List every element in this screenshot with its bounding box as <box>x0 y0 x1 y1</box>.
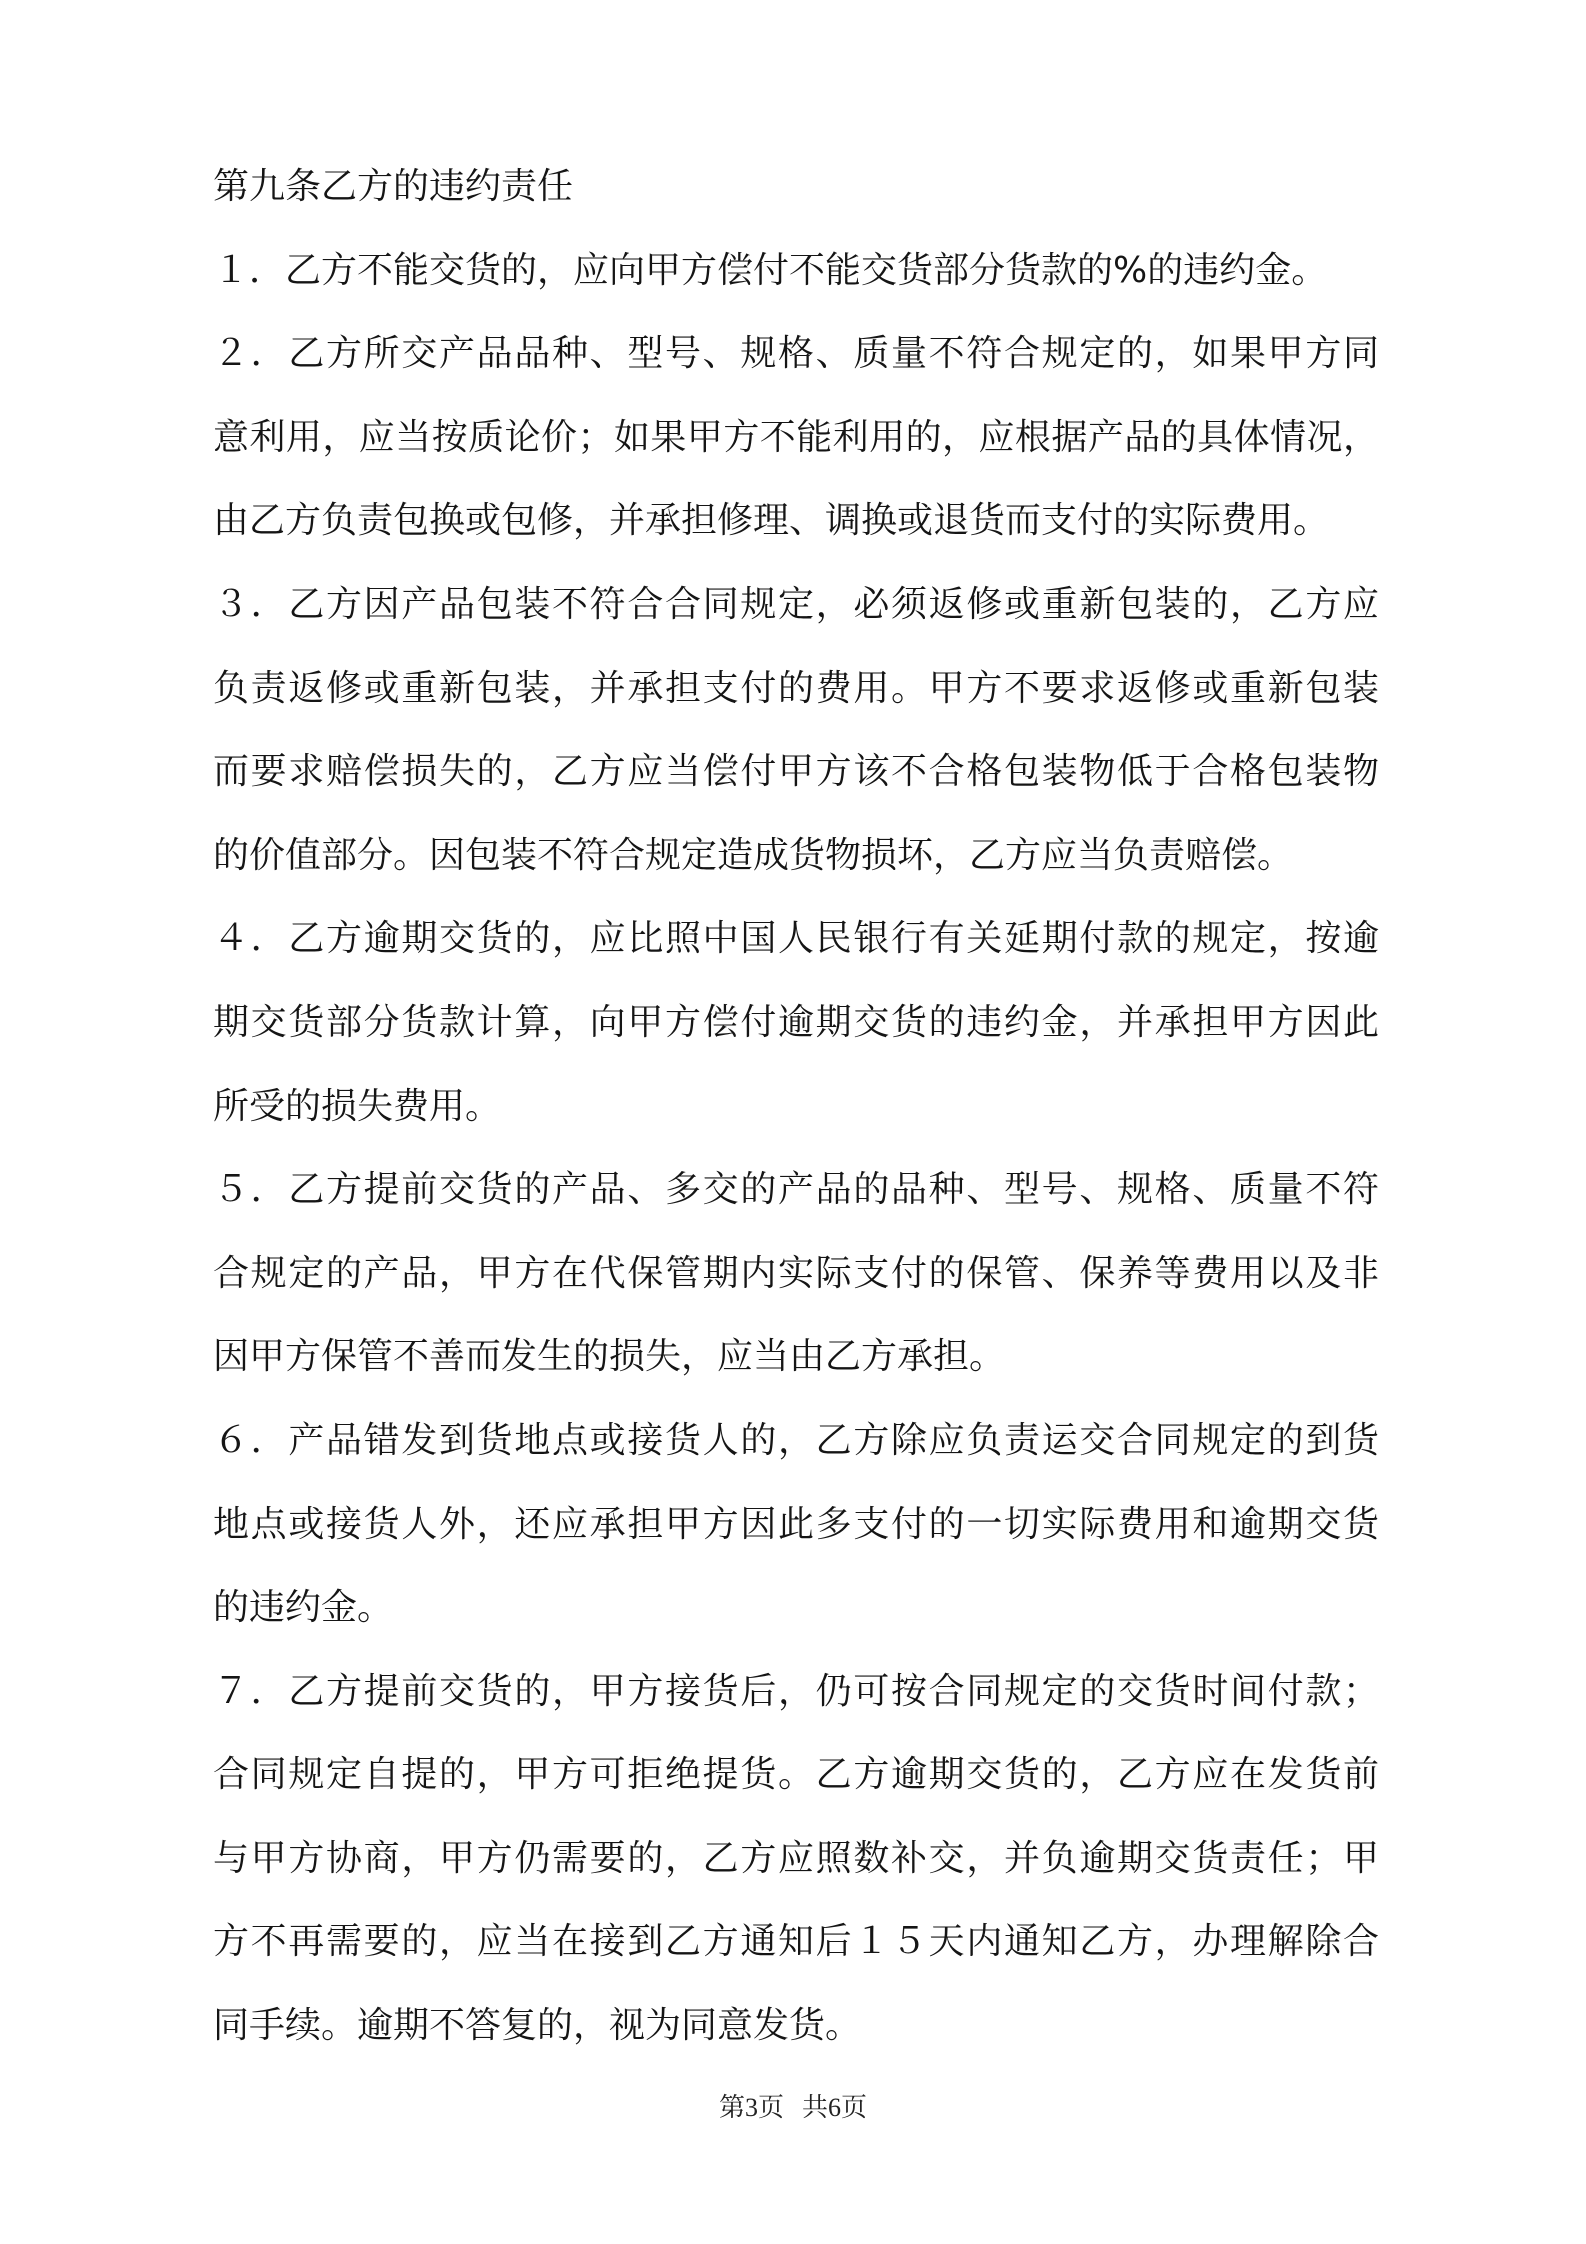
clause-line: 意利用，应当按质论价；如果甲方不能利用的，应根据产品的具体情况， <box>213 416 1379 458</box>
clause-line: 地点或接货人外，还应承担甲方因此多支付的一切实际费用和逾期交货 <box>213 1503 1379 1545</box>
clause-6 <box>213 1399 1379 1650</box>
clause-line: 同手续。逾期不答复的，视为同意发货。 <box>213 2005 862 2047</box>
clause-line: ７．乙方提前交货的，甲方接货后，仍可按合同规定的交货时间付款； <box>213 1670 1379 1712</box>
page-total: 共6页 <box>802 2093 868 2122</box>
clause-line: ２．乙方所交产品品种、型号、规格、质量不符合规定的，如果甲方同 <box>213 333 1379 375</box>
clause-line: 的违约金。 <box>213 1587 394 1629</box>
clause-line: 所受的损失费用。 <box>213 1085 502 1127</box>
clause-line: ５．乙方提前交货的产品、多交的产品的品种、型号、规格、质量不符 <box>213 1169 1379 1211</box>
clause-line: 期交货部分货款计算，向甲方偿付逾期交货的违约金，并承担甲方因此 <box>213 1001 1379 1043</box>
clause-line: 合同规定自提的，甲方可拒绝提货。乙方逾期交货的，乙方应在发货前 <box>213 1754 1379 1796</box>
clause-line: 而要求赔偿损失的，乙方应当偿付甲方该不合格包装物低于合格包装物 <box>213 751 1379 793</box>
clause-2 <box>213 312 1379 563</box>
document-body <box>213 145 1379 2068</box>
clause-5 <box>213 1148 1379 1399</box>
clause-7 <box>213 1650 1379 2068</box>
clause-line: 的价值部分。因包装不符合规定造成货物损坏，乙方应当负责赔偿。 <box>213 834 1294 876</box>
clause-3 <box>213 563 1379 897</box>
page-footer <box>0 2090 1586 2126</box>
clause-line: 与甲方协商，甲方仍需要的，乙方应照数补交，并负逾期交货责任；甲 <box>213 1837 1379 1879</box>
page-number: 第3页 <box>718 2093 784 2122</box>
clause-line: 因甲方保管不善而发生的损失，应当由乙方承担。 <box>213 1336 1006 1378</box>
clause-line: ６．产品错发到货地点或接货人的，乙方除应负责运交合同规定的到货 <box>213 1419 1379 1461</box>
clause-heading: 第九条乙方的违约责任 <box>213 166 574 207</box>
clause-line: 合规定的产品，甲方在代保管期内实际支付的保管、保养等费用以及非 <box>213 1252 1379 1294</box>
clause-line: 负责返修或重新包装，并承担支付的费用。甲方不要求返修或重新包装 <box>213 667 1379 709</box>
clause-line: １．乙方不能交货的，应向甲方偿付不能交货部分货款的%的违约金。 <box>213 249 1328 291</box>
clause-4 <box>213 897 1379 1148</box>
clause-line: 由乙方负责包换或包修，并承担修理、调换或退货而支付的实际费用。 <box>213 500 1330 542</box>
clause-line: 方不再需要的，应当在接到乙方通知后１５天内通知乙方，办理解除合 <box>213 1921 1379 1963</box>
clause-line: ３．乙方因产品包装不符合合同规定，必须返修或重新包装的，乙方应 <box>213 583 1379 625</box>
clause-line: ４．乙方逾期交货的，应比照中国人民银行有关延期付款的规定，按逾 <box>213 918 1379 960</box>
clause-1 <box>213 229 1379 313</box>
